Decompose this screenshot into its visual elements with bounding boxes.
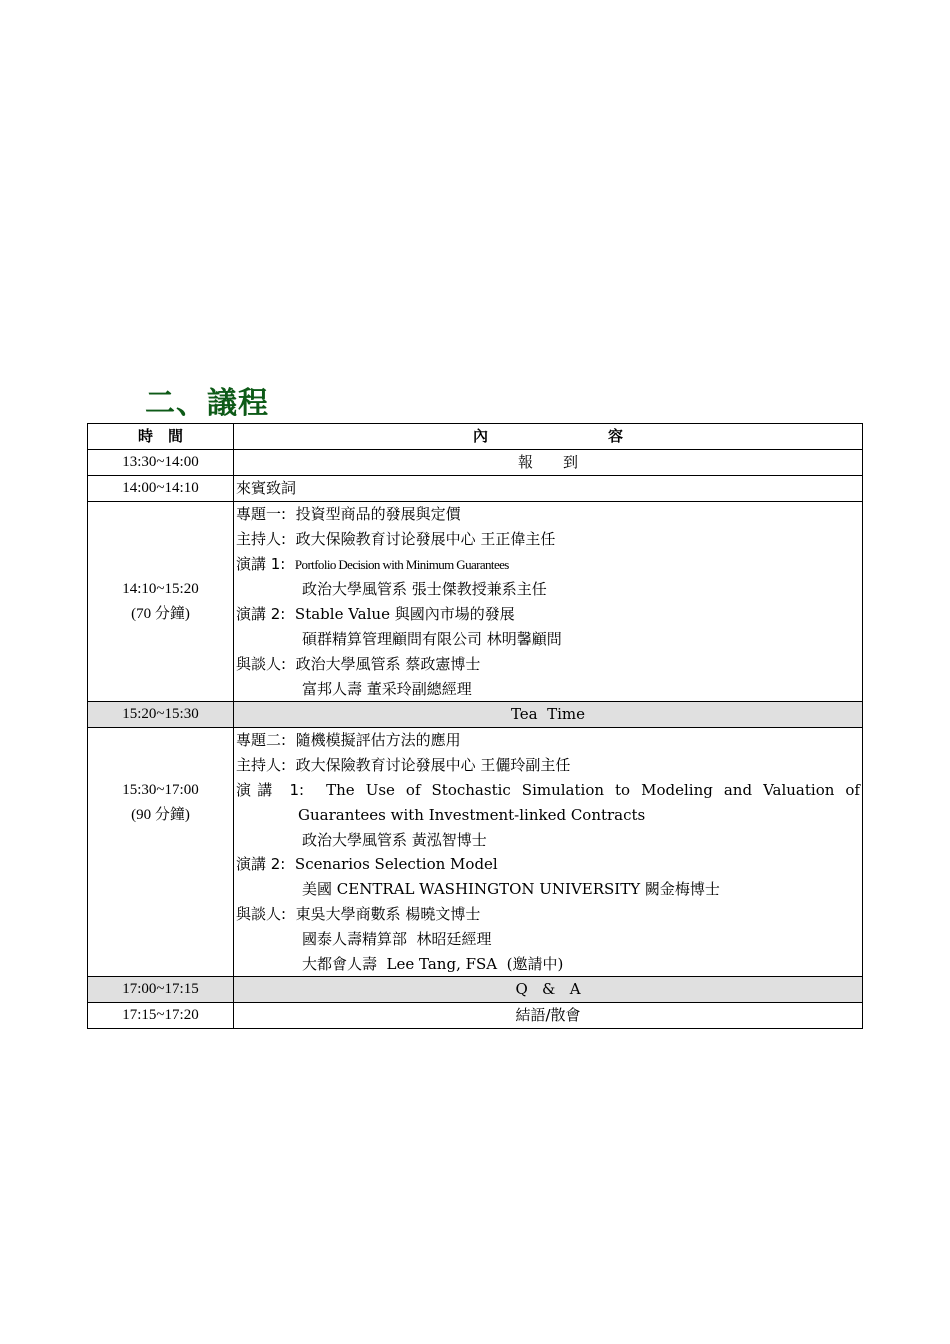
speech-label: 演講 1: [236, 780, 305, 799]
time-cell: 14:00~14:10 [88, 476, 234, 502]
speech-title: Scenarios Selection Model [294, 855, 498, 874]
time-cell: 17:00~17:15 [88, 977, 234, 1003]
topic-title: 隨機模擬評估方法的應用 [295, 731, 461, 750]
topic-label: 專題一: [236, 505, 287, 523]
content-cell: 結語/散會 [234, 1003, 863, 1029]
table-row [88, 702, 863, 728]
table-row [88, 502, 863, 702]
host-label: 主持人: [236, 529, 287, 548]
header-time: 時 間 [88, 424, 234, 450]
header-content: 內 容 [234, 424, 863, 450]
topic-title: 投資型商品的發展與定價 [295, 505, 461, 523]
table-row [88, 450, 863, 476]
speaker-name: 政治大學風管系 張士傑教授兼系主任 [302, 580, 547, 599]
host-label: 主持人: [236, 756, 287, 775]
time-cell: 15:20~15:30 [88, 702, 234, 728]
speech-title: Stable Value 與國內市場的發展 [294, 605, 515, 624]
speech-title: The Use of Stochastic Simulation to Modeling and Valuation of Guarantees with Investment-linked Contracts [298, 780, 860, 824]
duration: (70 分鐘) [131, 605, 190, 622]
topic-label: 專題二: [236, 731, 287, 750]
host-name: 政大保險教育讨论發展中心 王正偉主任 [295, 529, 556, 548]
table-header-row [88, 424, 863, 450]
discussant-name: 政治大學風管系 蔡政憲博士 [295, 654, 481, 673]
speech-label: 演講 2: [236, 855, 286, 874]
discussant-name: 大都會人壽 Lee Tang, FSA (邀請中) [302, 954, 564, 973]
content-cell [234, 502, 863, 702]
content-cell: Tea Time [234, 702, 863, 728]
time-cell: 17:15~17:20 [88, 1003, 234, 1029]
discussant-label: 與談人: [236, 904, 287, 923]
speech-title: Portfolio Decision with Minimum Guarantees [294, 556, 509, 572]
time-range: 15:30~17:00 [122, 782, 199, 799]
discussant-name: 國泰人壽精算部 林昭廷經理 [302, 929, 492, 948]
time-cell [88, 728, 234, 977]
table-row [88, 977, 863, 1003]
discussant-label: 與談人: [236, 654, 287, 673]
content-cell [234, 728, 863, 977]
discussant-name: 富邦人壽 董采玲副總經理 [302, 679, 472, 698]
discussant-name: 東吳大學商數系 楊曉文博士 [295, 904, 481, 923]
host-name: 政大保險教育讨论發展中心 王儷玲副主任 [295, 756, 571, 775]
speech-label: 演講 1: [236, 554, 286, 573]
time-cell [88, 502, 234, 702]
agenda-table [87, 423, 863, 1029]
speaker-name: 政治大學風管系 黃泓智博士 [302, 830, 487, 849]
time-cell: 13:30~14:00 [88, 450, 234, 476]
content-cell: 報 到 [234, 450, 863, 476]
speaker-name: 美國 CENTRAL WASHINGTON UNIVERSITY 闕金梅博士 [302, 880, 720, 899]
duration: (90 分鐘) [131, 807, 190, 824]
table-row [88, 1003, 863, 1029]
table-row [88, 728, 863, 977]
section-heading: 二、議程 [145, 386, 269, 421]
content-cell: Q & A [234, 977, 863, 1003]
content-cell: 來賓致詞 [234, 476, 863, 502]
speech-label: 演講 2: [236, 605, 286, 624]
speaker-name: 碩群精算管理顧問有限公司 林明馨顧問 [302, 629, 562, 648]
time-range: 14:10~15:20 [122, 580, 199, 597]
table-row [88, 476, 863, 502]
